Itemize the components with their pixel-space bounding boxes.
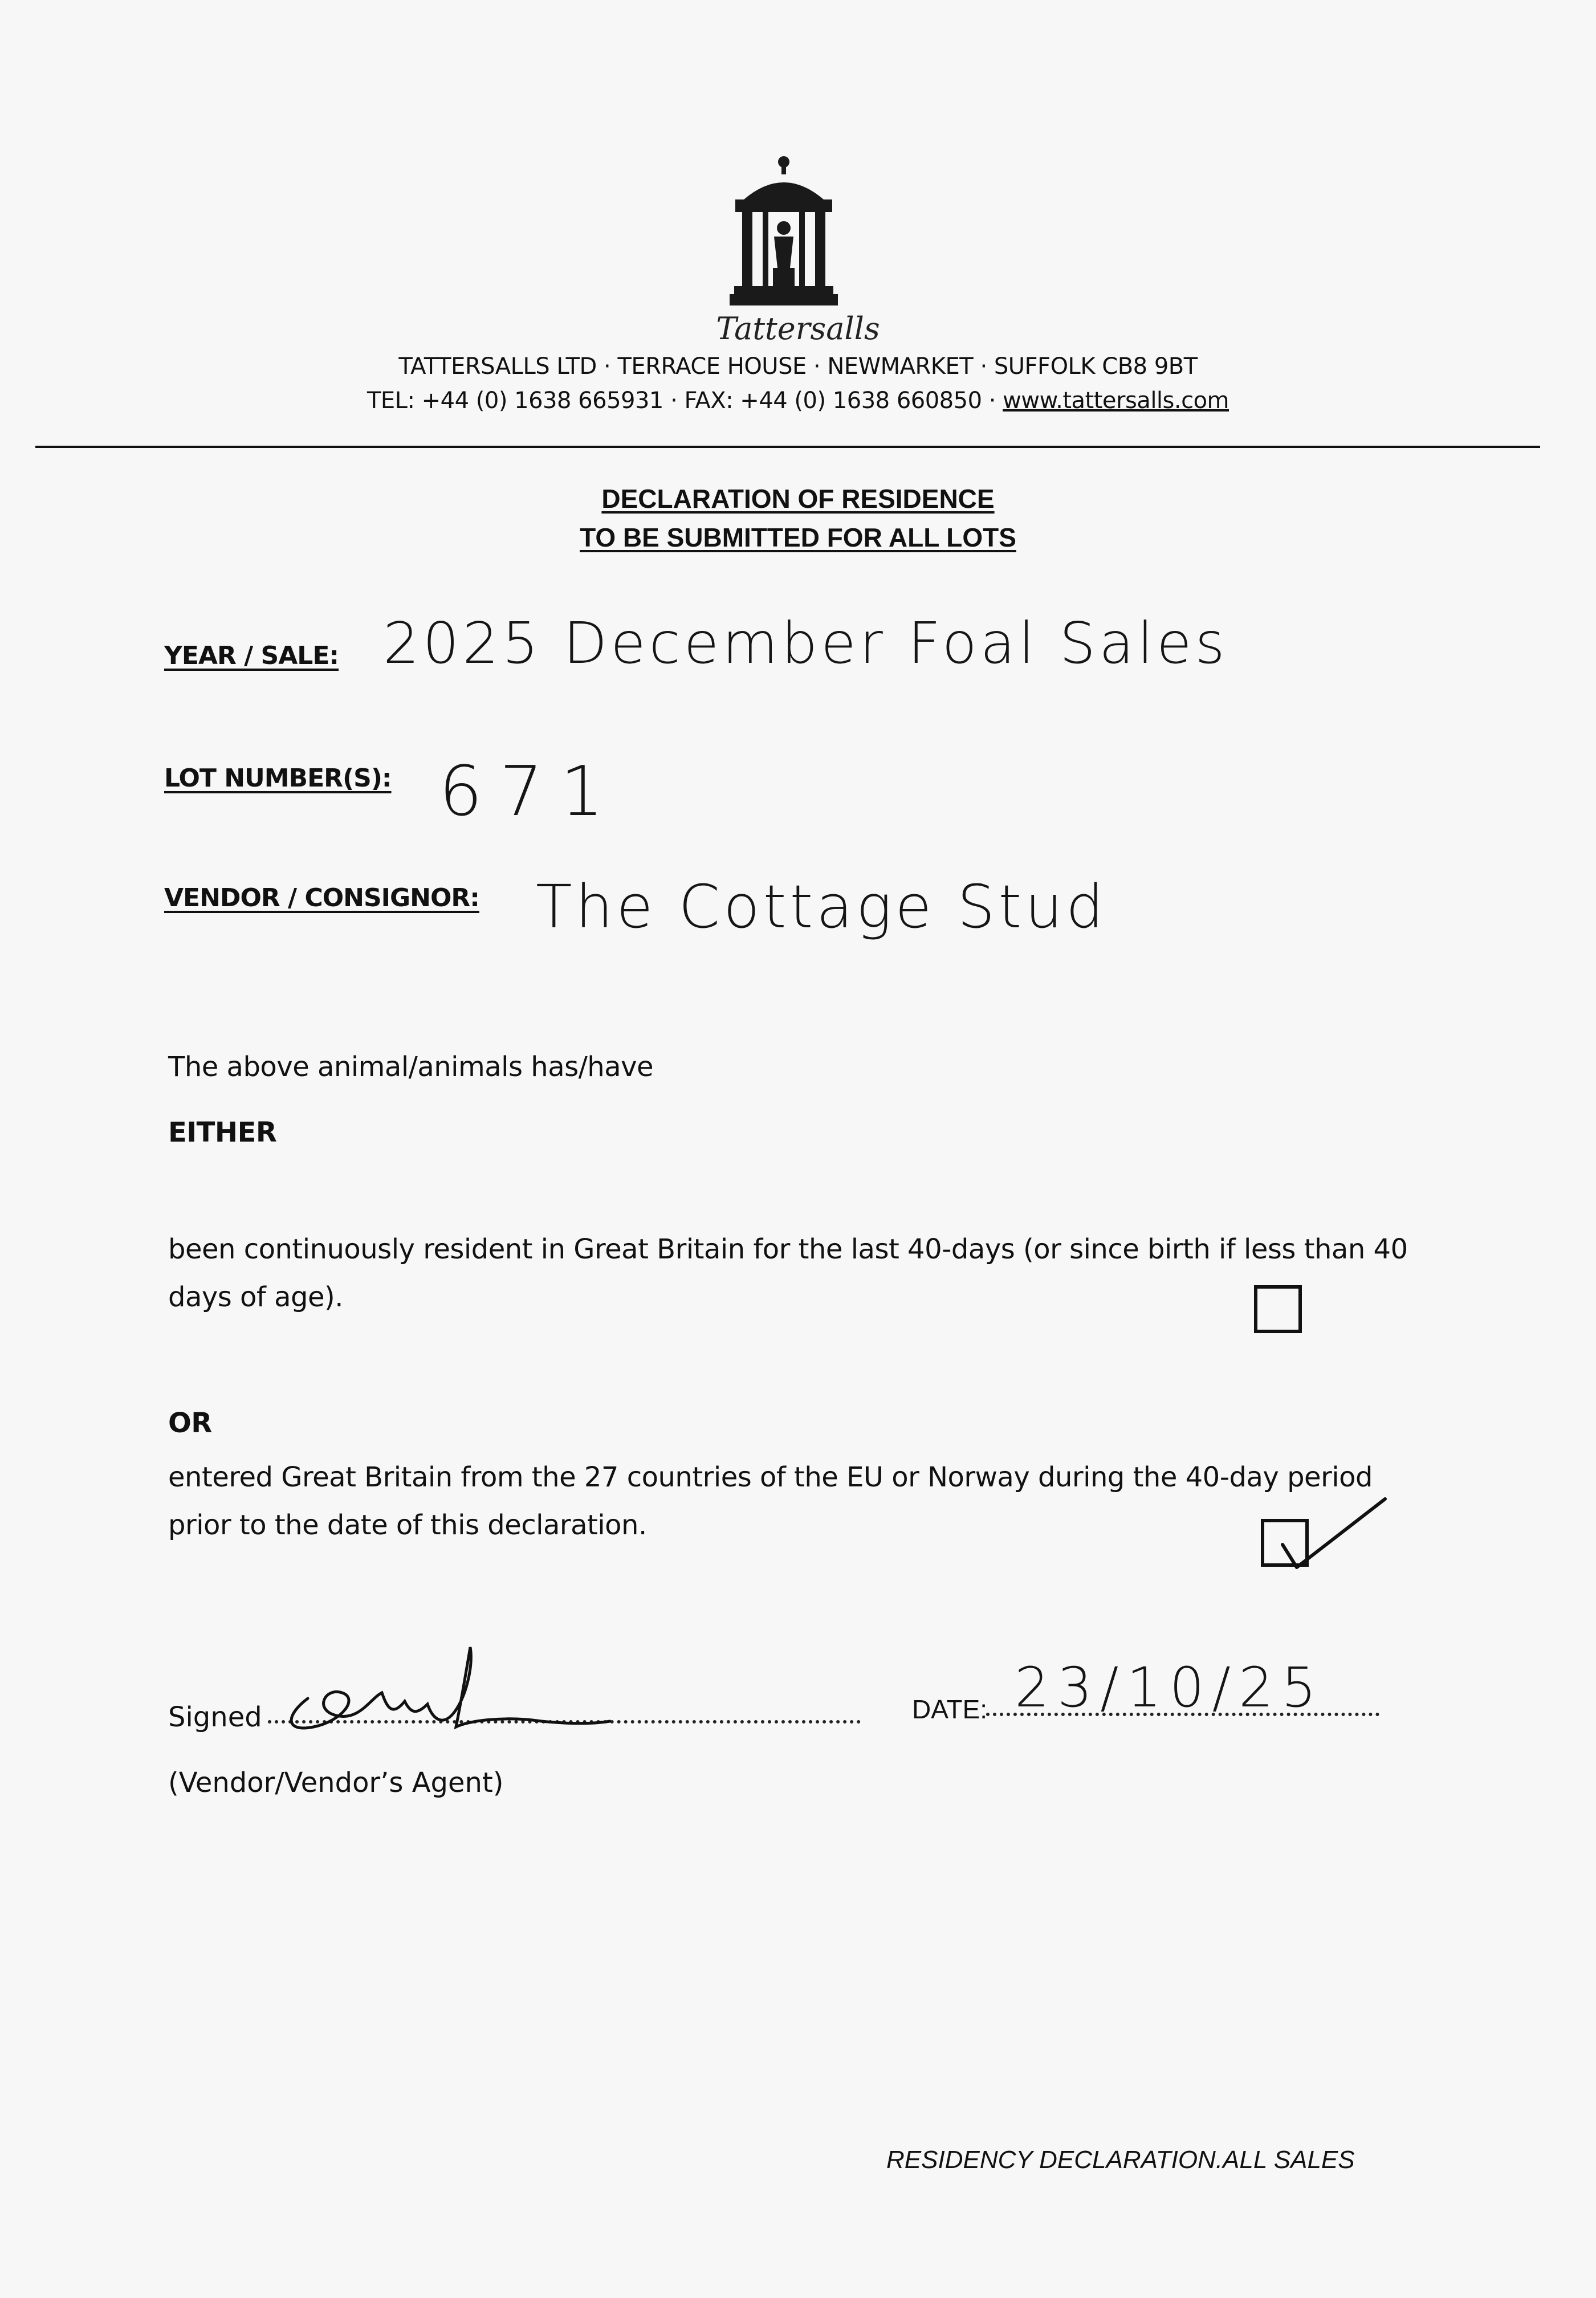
vendor-consignor-label: VENDOR / CONSIGNOR:	[164, 883, 479, 912]
handwritten-signature	[274, 1630, 627, 1750]
form-title: DECLARATION OF RESIDENCE	[601, 484, 995, 514]
checkmark-icon	[1254, 1482, 1396, 1584]
signer-role: (Vendor/Vendor’s Agent)	[168, 1767, 504, 1799]
date-value: 23/10/25	[1015, 1656, 1325, 1720]
or-heading: OR	[168, 1407, 212, 1439]
tattersalls-rotunda-logo	[730, 154, 838, 308]
date-label: DATE:	[912, 1694, 988, 1724]
option-entered-text: entered Great Britain from the 27 countries of the EU or Norway during the 40-day period prior to the date of this declaration.	[168, 1461, 1373, 1541]
vendor-consignor-value: The Cottage Stud	[536, 872, 1108, 942]
year-sale-label: YEAR / SALE:	[164, 641, 339, 670]
form-footer: RESIDENCY DECLARATION.ALL SALES	[886, 2146, 1355, 2174]
declaration-intro: The above animal/animals has/have	[168, 1051, 654, 1083]
option-resident-checkbox[interactable]	[1254, 1285, 1302, 1333]
company-contact	[0, 388, 1596, 414]
header-divider	[35, 446, 1540, 448]
contact-phone-fax: TEL: +44 (0) 1638 665931 · FAX: +44 (0) 1638 660850 ·	[367, 388, 1003, 414]
lot-number-label: LOT NUMBER(S):	[164, 764, 392, 793]
form-subtitle: TO BE SUBMITTED FOR ALL LOTS	[580, 523, 1016, 552]
either-heading: EITHER	[168, 1117, 277, 1148]
brand-name: Tattersalls	[716, 311, 880, 347]
website-link[interactable]: www.tattersalls.com	[1003, 388, 1229, 414]
company-address: TATTERSALLS LTD · TERRACE HOUSE · NEWMARKET · SUFFOLK CB8 9BT	[398, 353, 1198, 380]
signed-label: Signed	[168, 1701, 262, 1733]
year-sale-value: 2025 December Foal Sales	[383, 610, 1228, 677]
option-resident-text: been continuously resident in Great Britain for the last 40-days (or since birth if less than 40 days of age).	[168, 1233, 1408, 1313]
lot-number-value: 671	[439, 752, 621, 832]
